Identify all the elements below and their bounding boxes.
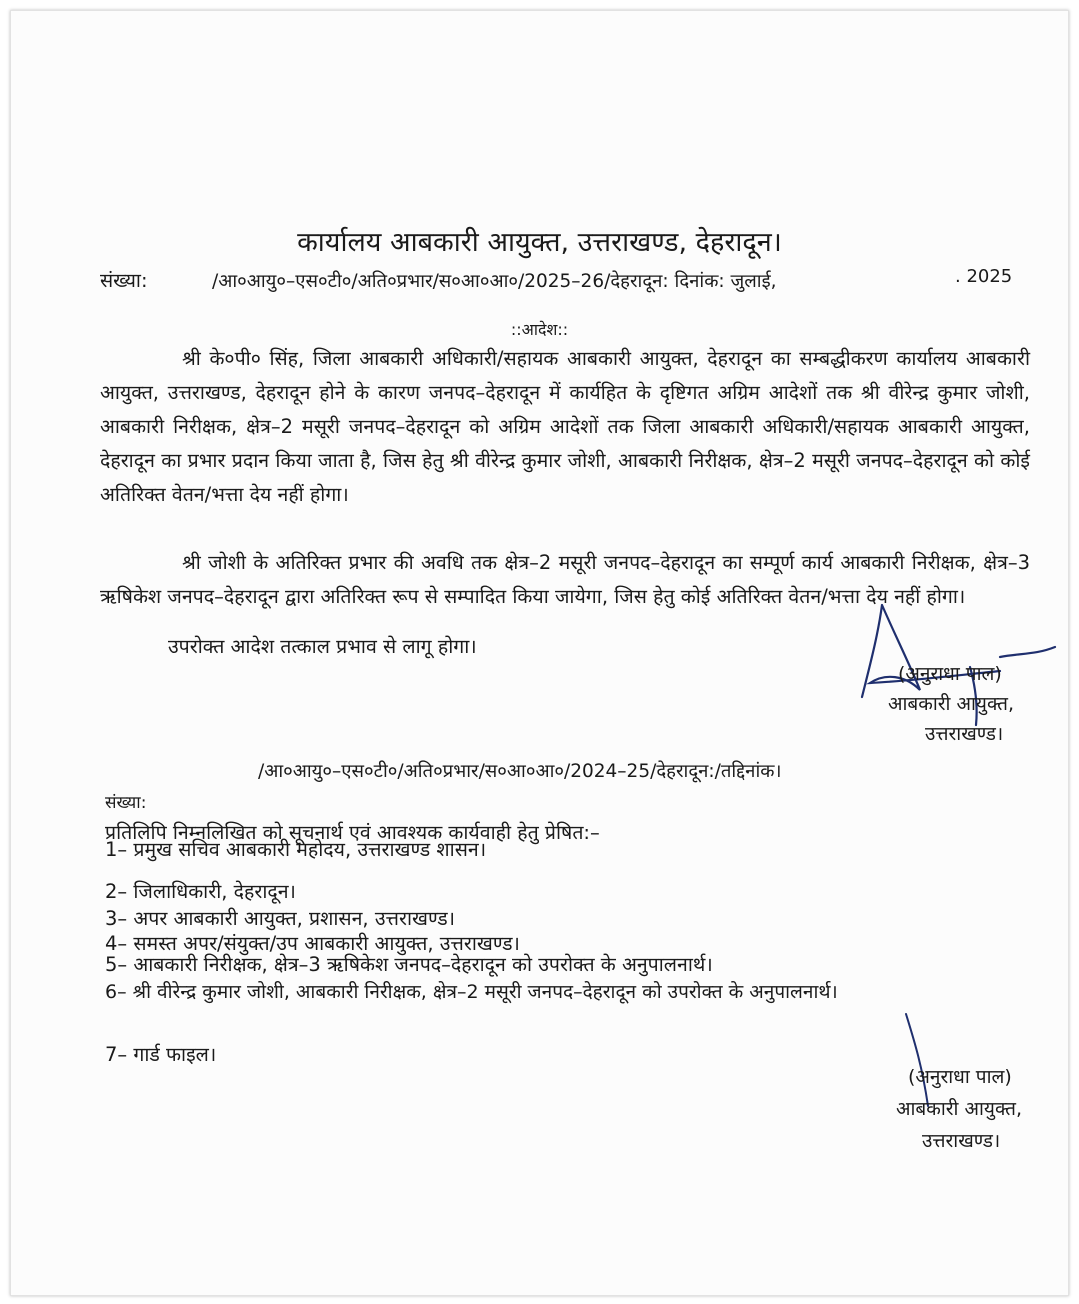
- office-title: कार्यालय आबकारी आयुक्त, उत्तराखण्ड, देहरादून।: [297, 227, 782, 258]
- signature2-state: उत्तराखण्ड।: [922, 1130, 1001, 1152]
- signature2-name: (अनुराधा पाल): [908, 1066, 1012, 1088]
- ref1-label: संख्या:: [100, 269, 148, 292]
- signature1-name: (अनुराधा पाल): [898, 663, 1002, 685]
- copy-list-item: 5– आबकारी निरीक्षक, क्षेत्र–3 ऋषिकेश जनपद–देहरादून को उपरोक्त के अनुपालनार्थ।: [105, 953, 713, 976]
- ref1-number: /आ०आयु०–एस०टी०/अति०प्रभार/स०आ०आ०/2025–26/देहरादून: दिनांक: जुलाई,: [212, 271, 777, 292]
- order-paragraph-2: श्री जोशी के अतिरिक्त प्रभार की अवधि तक क्षेत्र–2 मसूरी जनपद–देहरादून का सम्पूर्ण कार्य आबकारी निरीक्षक, क्षेत्र–3 ऋषिकेश जनपद–देहरादून द्वारा अतिरिक्त रूप से सम्पादित किया जायेगा, जिस हेतु कोई अतिरिक्त वेतन/भत्ता देय नहीं होगा।: [100, 551, 1030, 608]
- copy-list-item: 6– श्री वीरेन्द्र कुमार जोशी, आबकारी निरीक्षक, क्षेत्र–2 मसूरी जनपद–देहरादून को उपरोक्त के अनुपालनार्थ।: [105, 981, 838, 1003]
- signature1-designation: आबकारी आयुक्त,: [888, 693, 1015, 715]
- copy-list-item: 4– समस्त अपर/संयुक्त/उप आबकारी आयुक्त, उत्तराखण्ड।: [105, 932, 520, 955]
- ref1-year: . 2025: [955, 266, 1013, 287]
- copy-list-item: 2– जिलाधिकारी, देहरादून।: [105, 880, 296, 903]
- order-paragraph-1: श्री के०पी० सिंह, जिला आबकारी अधिकारी/सहायक आबकारी आयुक्त, देहरादून का सम्बद्धीकरण कार्यालय आबकारी आयुक्त, उत्तराखण्ड, देहरादून होने के कारण जनपद–देहरादून में कार्यहित के दृष्टिगत अग्रिम आदेशों तक श्री वीरेन्द्र कुमार जोशी, आबकारी निरीक्षक, क्षेत्र–2 मसूरी जनपद–देहरादून को अग्रिम आदेशों तक जिला आबकारी अधिकारी/सहायक आबकारी आयुक्त, देहरादून का प्रभार प्रदान किया जाता है, जिस हेतु श्री वीरेन्द्र कुमार जोशी, आबकारी निरीक्षक, क्षेत्र–2 मसूरी जनपद–देहरादून को कोई अतिरिक्त वेतन/भत्ता देय नहीं होगा।: [100, 347, 1030, 506]
- copy-intro: प्रतिलिपि निम्नलिखित को सूचनार्थ एवं आवश्यक कार्यवाही हेतु प्रेषित:–: [105, 821, 600, 844]
- copy-list-item: 7– गार्ड फाइल।: [105, 1043, 217, 1066]
- ref2-label: संख्या:: [105, 793, 147, 813]
- signature1-state: उत्तराखण्ड।: [925, 723, 1004, 745]
- order-heading: ::आदेश::: [510, 320, 569, 339]
- copy-list-item: 1– प्रमुख सचिव आबकारी महोदय, उत्तराखण्ड शासन।: [105, 838, 487, 861]
- ref2-number: /आ०आयु०–एस०टी०/अति०प्रभार/स०आ०आ०/2024–25/देहरादून:/तद्दिनांक।: [258, 761, 782, 782]
- order-paragraph-3: उपरोक्त आदेश तत्काल प्रभाव से लागू होगा।: [168, 635, 477, 658]
- copy-list-item: 3– अपर आबकारी आयुक्त, प्रशासन, उत्तराखण्ड।: [105, 907, 456, 930]
- signature2-designation: आबकारी आयुक्त,: [896, 1098, 1023, 1120]
